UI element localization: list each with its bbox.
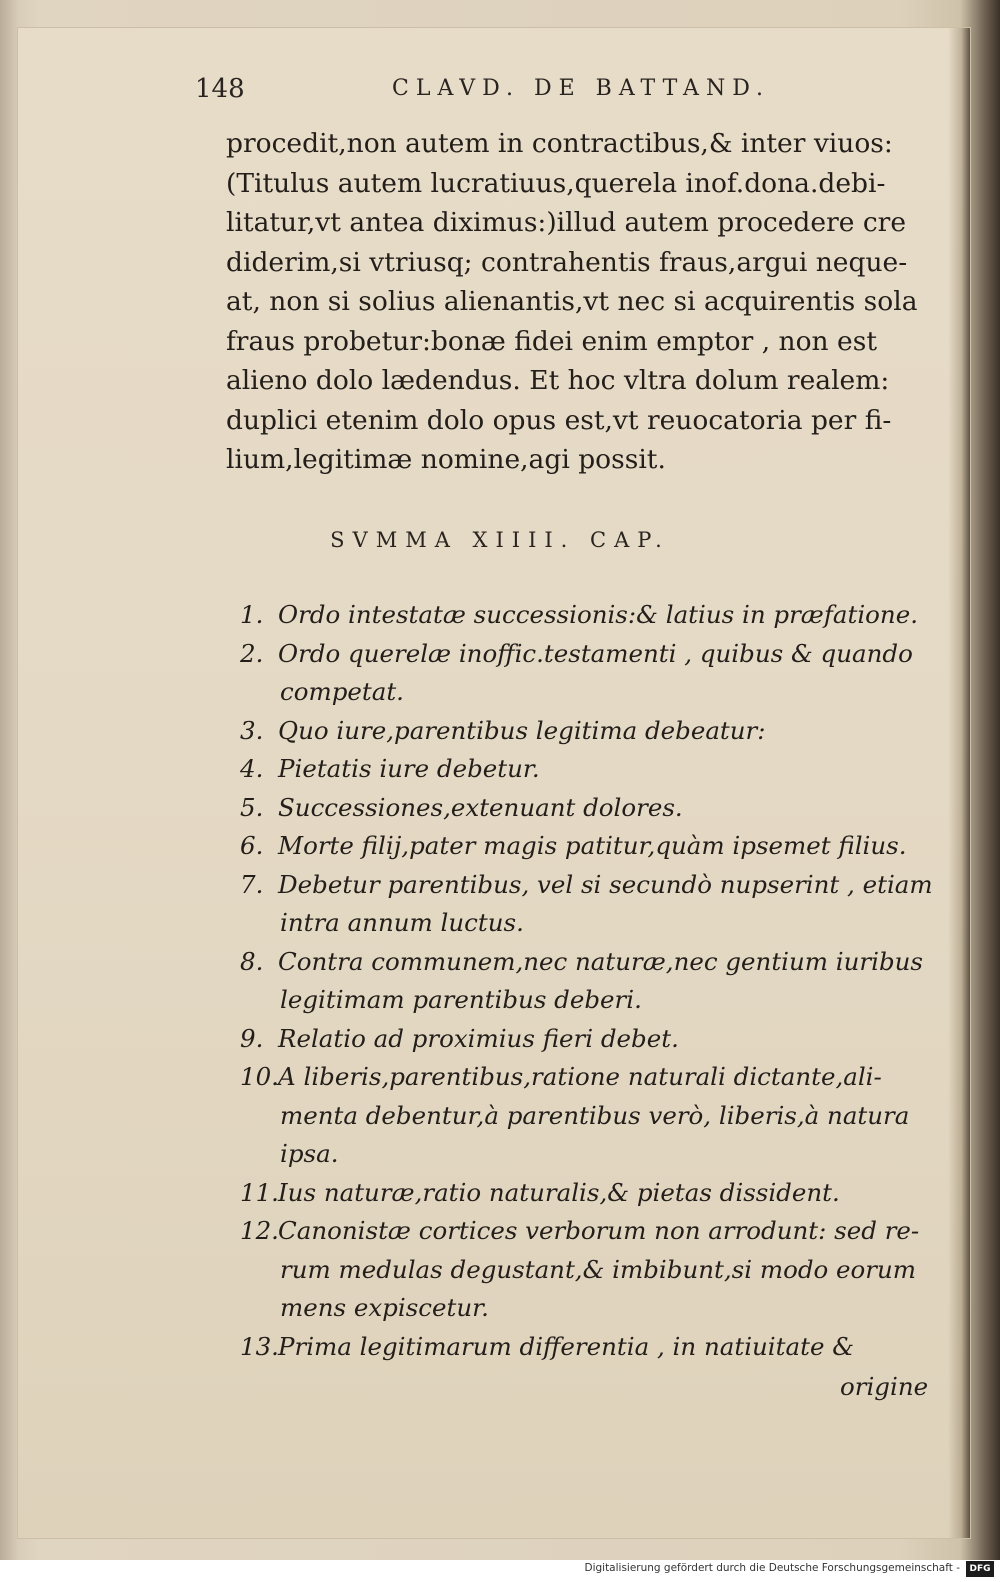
summary-item-line [240, 866, 960, 905]
summary-item [240, 1328, 960, 1367]
item-text: Ordo querelæ inoffic.testamenti , quibus & quando [278, 638, 913, 668]
summary-item [240, 827, 960, 866]
dfg-logo: DFG [966, 1561, 994, 1577]
item-text: Ius naturæ,ratio naturalis,& pietas dissident. [278, 1177, 840, 1207]
item-number: 13. [240, 1331, 279, 1361]
item-number: 3. [240, 715, 264, 745]
summary-item-line [240, 827, 960, 866]
body-line: procedit,non autem in contractibus,& inter viuos: [226, 128, 893, 159]
item-number: 6. [240, 831, 264, 860]
summary-item-line [240, 1058, 960, 1097]
summary-item [240, 866, 960, 943]
summary-item-line [240, 596, 960, 635]
body-line: at, non si solius alienantis,vt nec si acquirentis sola [226, 286, 918, 317]
body-line: litatur,vt antea diximus:)illud autem procedere cre [226, 207, 907, 238]
page-header [195, 74, 935, 114]
summary-item-line: intra annum luctus. [280, 908, 524, 937]
summary-item [240, 1020, 960, 1059]
item-text: Morte filij,pater magis patitur,quàm ipsemet filius. [278, 831, 907, 860]
item-text: Quo iure,parentibus legitima debeatur: [278, 715, 766, 745]
item-number: 4. [240, 754, 264, 783]
summary-item-line [240, 1020, 960, 1059]
item-number: 8. [240, 946, 264, 976]
item-text: Debetur parentibus, vel si secundò nupserint , etiam [278, 869, 933, 899]
body-line: lium,legitimæ nomine,agi possit. [226, 444, 666, 475]
summary-item [240, 635, 960, 712]
summary-item-line [240, 943, 960, 982]
body-line: (Titulus autem lucratiuus,querela inof.dona.debi- [226, 167, 886, 199]
catchword: origine [840, 1372, 929, 1401]
item-number: 11. [240, 1177, 279, 1207]
section-heading: SVMMA XIIII. CAP. [330, 528, 670, 552]
body-paragraph [226, 124, 946, 480]
summary-item [240, 1212, 960, 1328]
summary-item-line: mens expiscetur. [280, 1293, 489, 1322]
item-text: Successiones,extenuant dolores. [278, 792, 683, 822]
summary-item [240, 789, 960, 828]
summary-item [240, 1058, 960, 1174]
summary-item-line [240, 789, 960, 828]
item-number: 5. [240, 792, 264, 822]
body-line: diderim,si vtriusq; contrahentis fraus,argui neque- [226, 246, 908, 278]
summary-item [240, 596, 960, 635]
item-number: 12. [240, 1216, 279, 1245]
summary-item [240, 750, 960, 789]
summary-item [240, 943, 960, 1020]
summary-item-line: legitimam parentibus deberi. [280, 985, 642, 1014]
item-text: Ordo intestatæ successionis:& latius in præfatione. [278, 600, 918, 629]
item-number: 2. [240, 638, 264, 668]
item-text: Relatio ad proximius fieri debet. [278, 1023, 679, 1053]
summary-item [240, 1174, 960, 1213]
item-number: 9. [240, 1023, 264, 1053]
item-number: 7. [240, 869, 264, 899]
summary-item-line: ipsa. [280, 1139, 339, 1168]
item-text: A liberis,parentibus,ratione naturali dictante,ali- [278, 1062, 882, 1091]
item-text: Contra communem,nec naturæ,nec gentium iuribus [278, 946, 923, 976]
summary-item-line: competat. [280, 677, 404, 706]
item-text: Prima legitimarum differentia , in natiuitate & [278, 1331, 855, 1361]
summary-item [240, 712, 960, 751]
body-line: alieno dolo lædendus. Et hoc vltra dolum realem: [226, 365, 890, 396]
summary-item-line [240, 712, 960, 751]
summary-item-line: menta debentur,à parentibus verò, liberis,à natura [280, 1100, 910, 1130]
running-head: CLAVD. DE BATTAND. [392, 76, 771, 101]
summary-item-line [240, 1174, 960, 1213]
item-text: Canonistæ cortices verborum non arrodunt: sed re- [278, 1216, 920, 1245]
summary-item-line [240, 1328, 960, 1367]
item-number: 10. [240, 1062, 279, 1091]
digitization-credit: Digitalisierung gefördert durch die Deutsche Forschungsgemeinschaft - [584, 1562, 960, 1574]
summary-item-line [240, 1212, 960, 1251]
body-line: duplici etenim dolo opus est,vt reuocatoria per fi- [226, 404, 892, 436]
summary-item-line: rum medulas degustant,& imbibunt,si modo eorum [280, 1254, 917, 1284]
body-line: fraus probetur:bonæ fidei enim emptor , non est [226, 325, 877, 357]
summary-item-line [240, 750, 960, 789]
summary-item-line [240, 635, 960, 674]
item-number: 1. [240, 600, 264, 629]
summary-list [240, 596, 960, 1366]
item-text: Pietatis iure debetur. [278, 754, 540, 783]
page-number: 148 [195, 74, 245, 104]
